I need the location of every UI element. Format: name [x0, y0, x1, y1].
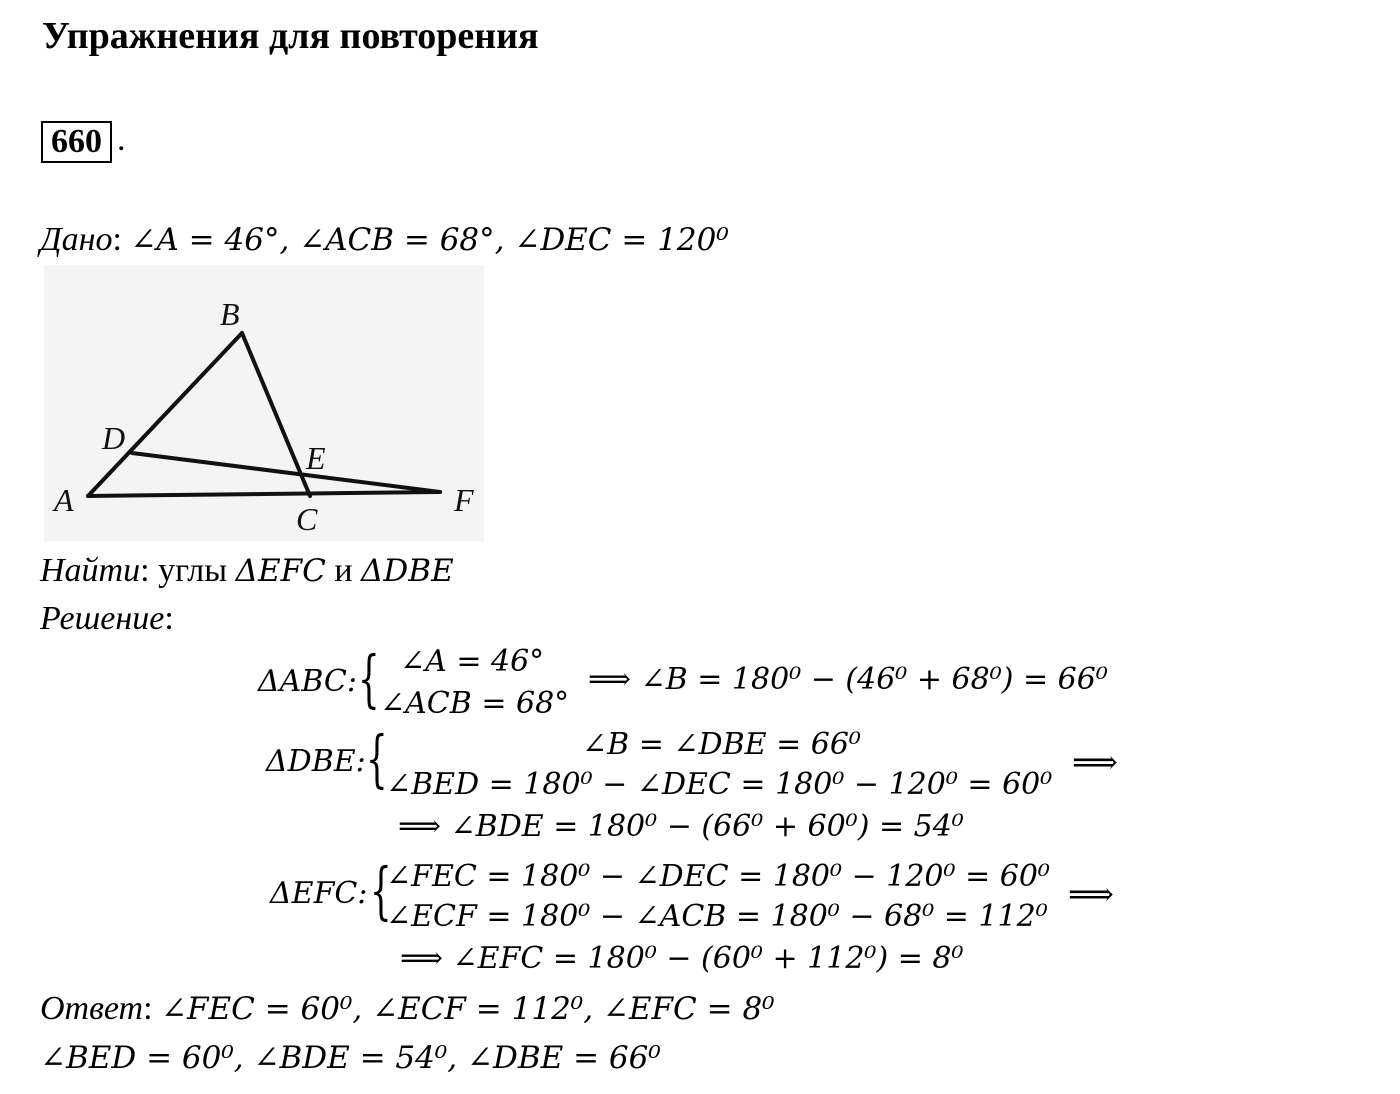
system-efc-line1: ∠FEC = 180⁰ − ∠DEC = 180⁰ − 120⁰ = 60⁰ — [386, 859, 1050, 894]
find-text: углы — [158, 552, 236, 589]
find-label: Найти — [40, 552, 141, 589]
system-dbe-line2: ∠BED = 180⁰ − ∠DEC = 180⁰ − 120⁰ = 60⁰ — [386, 767, 1053, 802]
system-dbe-name: ΔDBE: — [266, 744, 366, 779]
point-label-C: C — [296, 501, 318, 537]
system-abc-brace: { — [358, 642, 380, 715]
find-triangle-dbe: ΔDBE — [361, 553, 454, 589]
given-sep: : — [112, 221, 131, 258]
solution-line — [40, 599, 174, 639]
solution-sep: : — [164, 600, 174, 637]
answer-sep: : — [143, 990, 162, 1027]
system-dbe-arrow: ⟹ — [1072, 743, 1118, 781]
segment-DF — [132, 453, 440, 492]
find-line — [40, 551, 454, 591]
point-label-D: D — [102, 420, 126, 456]
system-efc-brace: { — [370, 854, 392, 927]
answer-label: Ответ — [40, 990, 144, 1027]
triangle-figure — [44, 265, 484, 541]
answer-expression-1: ∠FEC = 60⁰, ∠ECF = 112⁰, ∠EFC = 8⁰ — [161, 991, 775, 1027]
given-expression: ∠A = 46°, ∠ACB = 68°, ∠DEC = 120⁰ — [130, 222, 729, 258]
problem-number-dot: . — [117, 121, 126, 158]
given-line — [40, 220, 729, 260]
answer-line-1 — [40, 989, 775, 1029]
page-heading: Упражнения для повторения — [42, 15, 539, 57]
find-triangle-efc: ΔEFC — [235, 553, 326, 589]
system-efc-name: ΔEFC: — [270, 876, 368, 911]
system-efc-line2: ∠ECF = 180⁰ − ∠ACB = 180⁰ − 68⁰ = 112⁰ — [386, 899, 1048, 934]
system-dbe-line1: ∠B = ∠DBE = 66⁰ — [582, 727, 861, 762]
system-dbe-brace: { — [366, 722, 388, 795]
system-dbe-result: ⟹ ∠BDE = 180⁰ − (66⁰ + 60⁰) = 54⁰ — [398, 809, 964, 844]
system-efc-result: ⟹ ∠EFC = 180⁰ − (60⁰ + 112⁰) = 8⁰ — [400, 941, 964, 976]
find-conjunction: и — [325, 552, 362, 589]
triangle-diagram — [44, 265, 484, 541]
system-abc-line2: ∠ACB = 68° — [380, 686, 570, 721]
system-abc-name: ΔABC: — [258, 664, 357, 699]
point-label-A: A — [54, 482, 74, 518]
point-label-E: E — [306, 440, 326, 476]
system-abc-result: ⟹ ∠B = 180⁰ − (46⁰ + 68⁰) = 66⁰ — [588, 662, 1108, 697]
given-label: Дано — [40, 221, 113, 258]
solution-label: Решение — [40, 600, 165, 637]
system-abc-line1: ∠A = 46° — [400, 644, 545, 679]
segment-AB — [88, 333, 242, 496]
answer-line-2 — [40, 1038, 661, 1078]
point-label-F: F — [454, 482, 474, 518]
find-sep: : — [140, 552, 159, 589]
segment-AF — [88, 492, 440, 496]
system-efc-arrow: ⟹ — [1068, 875, 1114, 913]
answer-expression-2: ∠BED = 60⁰, ∠BDE = 54⁰, ∠DBE = 66⁰ — [40, 1040, 661, 1076]
point-label-B: B — [220, 296, 240, 332]
problem-number: 660 — [41, 121, 112, 163]
